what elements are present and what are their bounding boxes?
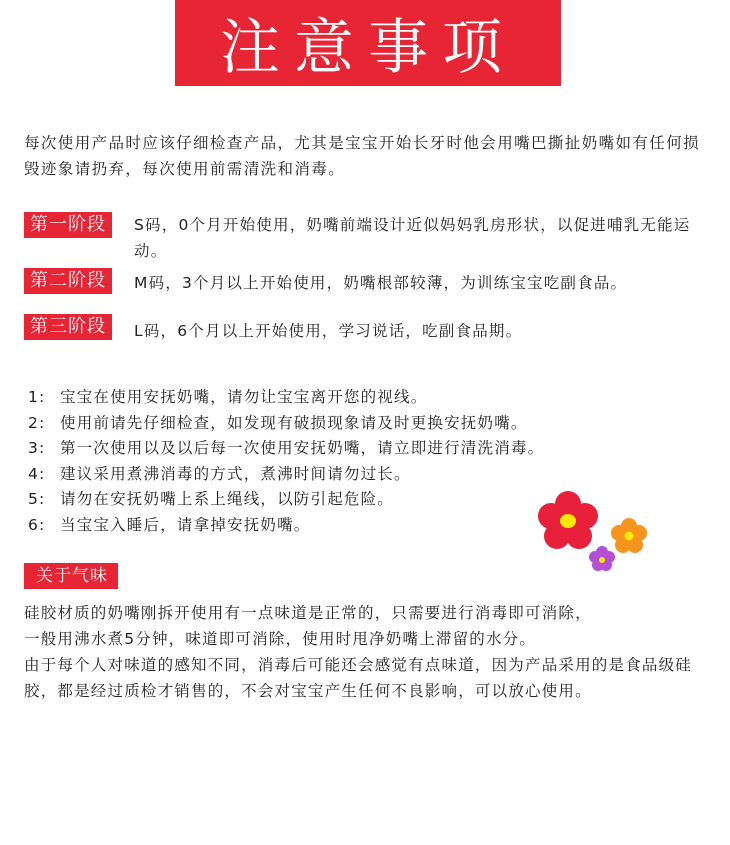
odor-section-text (24, 600, 724, 704)
rule-number: 6: (28, 515, 46, 534)
page-title: 注意事项 (175, 0, 561, 86)
rule-text: 第一次使用以及以后每一次使用安抚奶嘴，请立即进行清洗消毒。 (60, 439, 545, 457)
list-item (28, 385, 548, 411)
rule-text: 请勿在安抚奶嘴上系上绳线，以防引起危险。 (60, 490, 395, 508)
list-item (28, 436, 548, 462)
flowers-decoration-icon (538, 490, 658, 580)
stage-1-tag: 第一阶段 (24, 212, 112, 238)
rule-number: 2: (28, 413, 46, 432)
red-flower-icon (538, 491, 598, 549)
rule-text: 使用前请先仔细检查，如发现有破损现象请及时更换安抚奶嘴。 (60, 413, 528, 432)
rules-list (28, 385, 548, 538)
list-item (28, 513, 548, 539)
rule-text: 宝宝在使用安抚奶嘴，请勿让宝宝离开您的视线。 (60, 388, 428, 406)
orange-flower-icon (611, 518, 647, 553)
odor-line: 一般用沸水煮5分钟，味道即可消除，使用时甩净奶嘴上滞留的水分。 (24, 630, 537, 648)
stage-3-tag: 第三阶段 (24, 314, 112, 340)
rule-number: 4: (28, 464, 46, 483)
list-item (28, 462, 548, 488)
stage-1-text: S码，0个月开始使用，奶嘴前端设计近似妈妈乳房形状，以促进哺乳无能运动。 (134, 216, 691, 260)
stage-3-text: L码，6个月以上开始使用，学习说话，吃副食品期。 (134, 322, 523, 340)
odor-section-tag: 关于气味 (24, 563, 118, 589)
list-item (28, 411, 548, 437)
rule-text: 建议采用煮沸消毒的方式，煮沸时间请勿过长。 (60, 464, 411, 483)
rule-text: 当宝宝入睡后，请拿掉安抚奶嘴。 (60, 515, 311, 534)
rule-number: 3: (28, 439, 46, 457)
rule-number: 1: (28, 388, 46, 406)
odor-line: 硅胶材质的奶嘴刚拆开使用有一点味道是正常的，只需要进行消毒即可消除， (24, 604, 592, 622)
rule-number: 5: (28, 490, 46, 508)
odor-line: 由于每个人对味道的感知不同，消毒后可能还会感觉有点味道，因为产品采用的是食品级硅胶，都是经过质检才销售的，不会对宝宝产生任何不良影响，可以放心使用。 (24, 656, 693, 700)
list-item (28, 487, 548, 513)
intro-paragraph: 每次使用产品时应该仔细检查产品，尤其是宝宝开始长牙时他会用嘴巴撕扯奶嘴如有任何损毁迹象请扔弃，每次使用前需清洗和消毒。 (24, 134, 701, 178)
purple-flower-icon (589, 546, 615, 571)
stage-2-text: M码，3个月以上开始使用，奶嘴根部较薄，为训练宝宝吃副食品。 (134, 274, 628, 292)
stage-2-tag: 第二阶段 (24, 268, 112, 294)
